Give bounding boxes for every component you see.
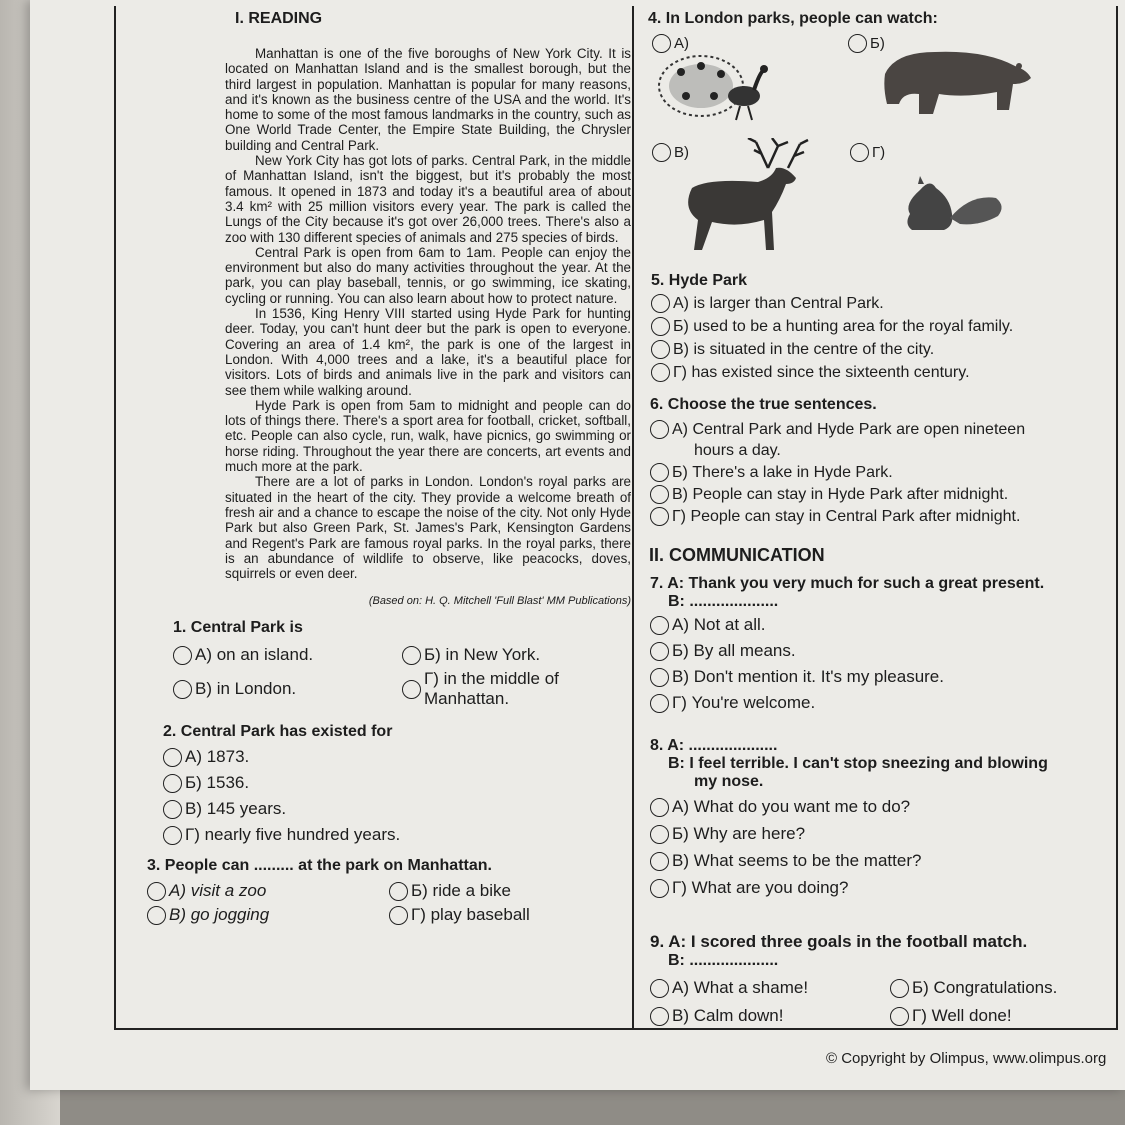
option-g[interactable] (890, 1006, 1122, 1026)
question-7 (650, 575, 1122, 713)
dialogue-line: B: .................... (668, 952, 779, 969)
option-v[interactable] (147, 905, 389, 925)
question-text: 7. A: Thank you very much for such a great present. (650, 575, 1045, 592)
option-label: А) What do you want me to do? (672, 797, 911, 816)
paragraph: In 1536, King Henry VIII started using Hyde Park for hunting deer. Today, you can't hunt deer but the park is open to everyone. Covering an area of 1.4 km², the park is one of the largest in London. With 4,000 trees and a lake, it's a beautiful place for visitors. Lots of birds and animals live in the park and visitors can see them while walking around. (225, 306, 631, 398)
option-label: Г) What are you doing? (672, 878, 849, 897)
question-text: 8. A: .................... (650, 737, 778, 754)
radio-circle[interactable] (163, 826, 182, 845)
option-v[interactable] (650, 485, 1122, 504)
option-b[interactable] (650, 463, 1122, 482)
option-g[interactable] (650, 507, 1122, 526)
radio-circle[interactable] (650, 879, 669, 898)
option-b[interactable] (389, 881, 631, 901)
radio-circle[interactable] (650, 694, 669, 713)
radio-circle[interactable] (848, 34, 867, 53)
option-v[interactable] (173, 669, 402, 709)
radio-circle[interactable] (652, 34, 671, 53)
radio-circle[interactable] (650, 463, 669, 482)
dialogue-line: B: I feel terrible. I can't stop sneezing and blowing (668, 755, 1048, 772)
option-a[interactable] (163, 747, 631, 767)
radio-circle[interactable] (650, 420, 669, 439)
option-label: Г) in the middle of Manhattan. (424, 669, 559, 709)
copyright-notice: © Copyright by Olimpus, www.olimpus.org (826, 1050, 1107, 1067)
question-9 (650, 932, 1122, 1026)
question-2 (163, 723, 631, 845)
option-b[interactable] (890, 978, 1122, 998)
question-text: 5. Hyde Park (651, 272, 748, 289)
option-label: Б) Why are here? (672, 824, 806, 843)
radio-circle[interactable] (147, 906, 166, 925)
question-6 (650, 396, 1122, 526)
option-g[interactable] (650, 878, 1122, 898)
option-a[interactable] (173, 645, 402, 665)
radio-circle[interactable] (173, 680, 192, 699)
option-label: В) What seems to be the matter? (672, 851, 922, 870)
option-b[interactable] (650, 641, 1122, 661)
squirrel-icon (900, 174, 1008, 236)
radio-circle[interactable] (147, 882, 166, 901)
option-b[interactable] (651, 317, 1121, 336)
option-label: А) on an island. (195, 645, 314, 665)
deer-icon (668, 138, 818, 260)
option-label: В) People can stay in Hyde Park after midnight. (672, 485, 1009, 503)
option-a[interactable] (650, 420, 1122, 439)
option-label: Б) ride a bike (411, 881, 511, 901)
radio-circle[interactable] (650, 798, 669, 817)
radio-circle[interactable] (650, 1007, 669, 1026)
radio-circle[interactable] (402, 646, 421, 665)
paragraph: There are a lot of parks in London. London's royal parks are situated in the heart of the city. They provide a welcome breath of fresh air and a chance to escape the noise of the city. Not only Hyde Park but also Green Park, St. James's Park, Kensington Gardens and Regent's Park are famous royal parks. In the royal parks, there is an abundance of wildlife to observe, like peacocks, doves, squirrels or even deer. (225, 474, 631, 582)
option-label: В) is situated in the centre of the city. (673, 340, 935, 358)
option-label: А) visit a zoo (169, 881, 267, 901)
dialogue-line: B: .................... (668, 593, 779, 610)
column-divider (632, 6, 634, 1030)
option-label: В) go jogging (169, 905, 270, 925)
radio-circle[interactable] (650, 507, 669, 526)
option-label: А) Not at all. (672, 615, 766, 634)
option-a[interactable] (650, 615, 1122, 635)
option-label: В) in London. (195, 679, 297, 699)
option-label: Г) has existed since the sixteenth century. (673, 363, 970, 381)
option-label: В) Don't mention it. It's my pleasure. (672, 667, 944, 686)
option-label: Б) There's a lake in Hyde Park. (672, 463, 893, 481)
option-label: А) 1873. (185, 747, 250, 767)
option-a[interactable] (650, 797, 1122, 817)
reading-column (147, 10, 631, 925)
question-text: 9. A: I scored three goals in the football match. (650, 932, 1028, 951)
question-8 (650, 737, 1122, 898)
option-a[interactable] (650, 978, 890, 998)
question-text: 6. Choose the true sentences. (650, 396, 877, 413)
q4-option-a[interactable] (652, 34, 689, 53)
option-b[interactable] (402, 645, 631, 665)
option-v[interactable] (650, 1006, 890, 1026)
option-v[interactable] (650, 667, 1122, 687)
q4-option-g[interactable] (850, 143, 885, 162)
option-b[interactable] (650, 824, 1122, 844)
paragraph: Hyde Park is open from 5am to midnight and people can do lots of things there. There's a sport area for football, cricket, softball, etc. People can also cycle, run, walk, have picnics, go swimming or horse riding. Throughout the year there are concerts, art events and much more at the park. (225, 397, 631, 475)
option-label: Б) in New York. (424, 645, 541, 665)
paragraph: New York City has got lots of parks. Central Park, in the middle of Manhattan Island, isn't the biggest, but it's probably the most famous. It opened in 1873 and today it's a beautiful area of about 3.4 km² with 25 million visitors every year. The park is called the Lungs of the City because it's got over 26,000 trees. There's also a zoo with 130 different species of animals and 275 species of birds. (225, 153, 631, 245)
radio-circle[interactable] (650, 616, 669, 635)
radio-circle[interactable] (650, 979, 669, 998)
option-v[interactable] (651, 340, 1121, 359)
radio-circle[interactable] (650, 825, 669, 844)
option-label: Г) play baseball (411, 905, 530, 925)
option-label: В) 145 years. (185, 799, 287, 819)
question-text: 2. Central Park has existed for (163, 723, 393, 741)
option-v[interactable] (163, 799, 631, 819)
radio-circle[interactable] (402, 680, 421, 699)
option-label: Г) You're welcome. (672, 693, 816, 712)
option-label: А) is larger than Central Park. (673, 294, 884, 312)
radio-circle[interactable] (650, 668, 669, 687)
reading-passage (225, 46, 631, 581)
question-3 (147, 857, 631, 925)
paragraph: Manhattan is one of the five boroughs of New York City. It is located on Manhattan Island and is the smallest borough, but the third largest in population. Manhattan is popular for many reasons, and it's known as the business centre of the USA and the world. It's home to some of the most famous landmarks in the country, such as One World Trade Center, the Empire State Building, the Chrysler building and Central Park. (225, 46, 631, 153)
question-1 (173, 619, 631, 709)
option-label: Г) (872, 144, 886, 161)
question-5 (651, 272, 1121, 382)
radio-circle[interactable] (389, 882, 408, 901)
option-g[interactable] (163, 825, 631, 845)
radio-circle[interactable] (651, 340, 670, 359)
radio-circle[interactable] (651, 294, 670, 313)
radio-circle[interactable] (173, 646, 192, 665)
option-label: А) (674, 35, 689, 52)
radio-circle[interactable] (650, 642, 669, 661)
option-label: Б) By all means. (672, 641, 796, 660)
radio-circle[interactable] (163, 748, 182, 767)
radio-circle[interactable] (890, 979, 909, 998)
bear-icon (875, 44, 1035, 126)
option-g[interactable] (651, 363, 1121, 382)
dialogue-line: my nose. (694, 773, 764, 790)
option-g[interactable] (389, 905, 631, 925)
option-b[interactable] (163, 773, 631, 793)
question-4 (648, 10, 1118, 28)
source-citation: (Based on: H. Q. Mitchell 'Full Blast' MM Publications) (368, 595, 631, 608)
radio-circle[interactable] (650, 485, 669, 504)
radio-circle[interactable] (650, 852, 669, 871)
option-g[interactable] (650, 693, 1122, 713)
option-label: Б) Congratulations. (912, 978, 1058, 997)
radio-circle[interactable] (890, 1007, 909, 1026)
option-label: А) Central Park and Hyde Park are open nineteen (672, 420, 1026, 438)
option-label: А) What a shame! (672, 978, 809, 997)
option-g[interactable] (402, 669, 631, 709)
option-label: Г) Well done! (912, 1006, 1012, 1025)
option-v[interactable] (650, 851, 1122, 871)
radio-circle[interactable] (651, 363, 670, 382)
option-label: В) Calm down! (672, 1006, 784, 1025)
reading-heading: I. READING (235, 10, 323, 27)
option-a[interactable] (651, 294, 1121, 313)
question-text: 4. In London parks, people can watch: (648, 10, 938, 27)
option-label: В) (674, 144, 689, 161)
option-label: Б) 1536. (185, 773, 250, 793)
option-a[interactable] (147, 881, 389, 901)
option-a-continued: hours a day. (694, 442, 781, 459)
option-label: Б) used to be a hunting area for the royal family. (673, 317, 1014, 335)
question-text: 1. Central Park is (173, 619, 303, 637)
radio-circle[interactable] (389, 906, 408, 925)
communication-heading: II. COMMUNICATION (649, 545, 825, 565)
radio-circle[interactable] (163, 774, 182, 793)
option-label: Г) People can stay in Central Park after midnight. (672, 507, 1021, 525)
question-text: 3. People can ......... at the park on Manhattan. (147, 857, 492, 875)
option-label: Б) (870, 35, 885, 52)
option-label: Г) nearly five hundred years. (185, 825, 401, 845)
radio-circle[interactable] (850, 143, 869, 162)
peacock-icon (656, 52, 776, 124)
paragraph: Central Park is open from 6am to 1am. People can enjoy the environment but also do many activities throughout the year. At the park, you can play baseball, tennis, or go swimming, ice skating, cycling or running. You can also learn about how to protect nature. (225, 244, 631, 306)
radio-circle[interactable] (651, 317, 670, 336)
radio-circle[interactable] (163, 800, 182, 819)
questions-column (648, 10, 1118, 28)
